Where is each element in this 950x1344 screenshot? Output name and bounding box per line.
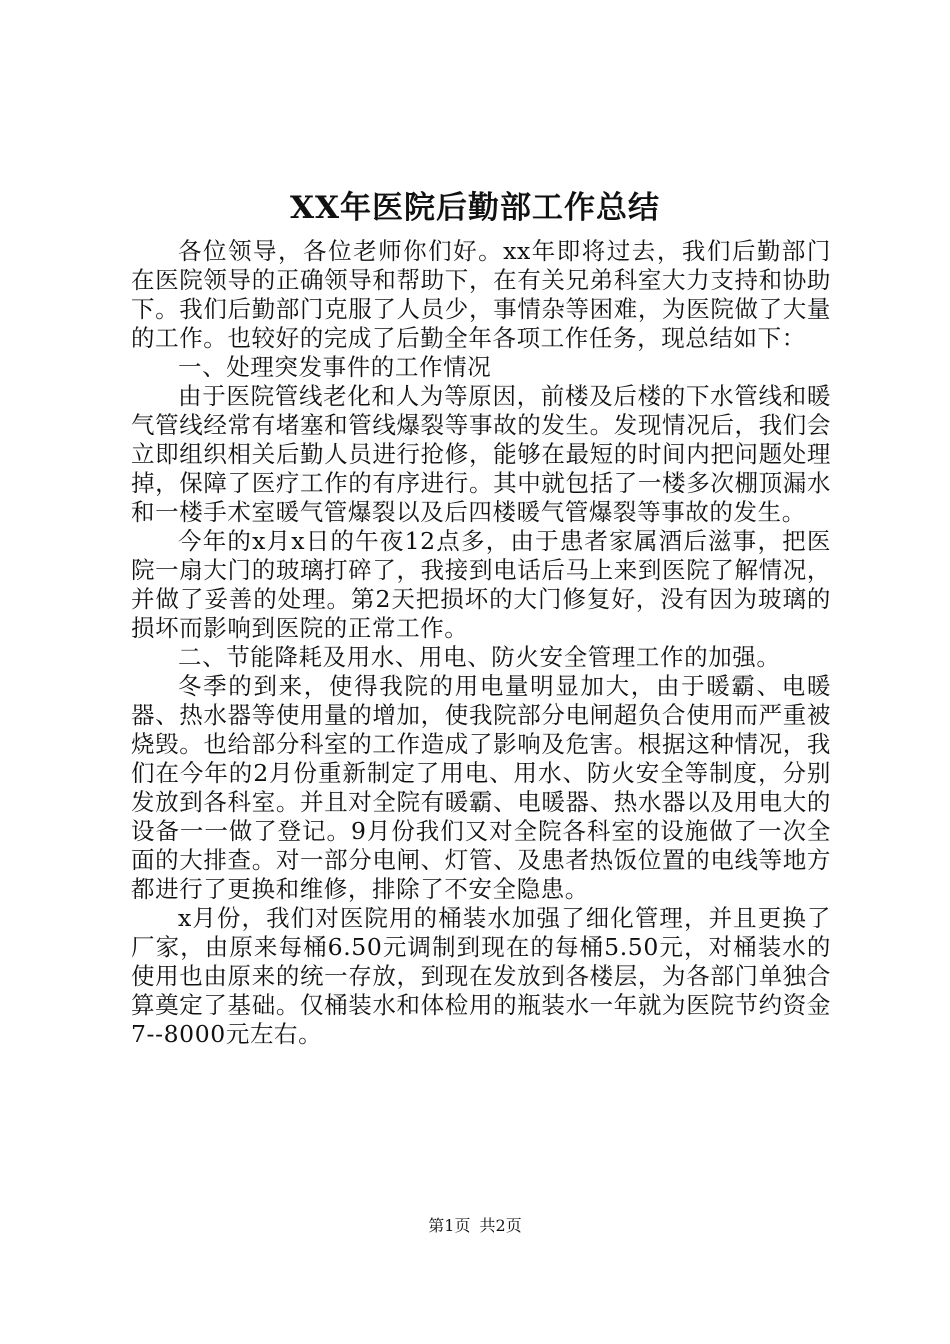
page-number: 第1页 [428,1216,471,1235]
page-footer [0,1215,950,1237]
document-title: XX年医院后勤部工作总结 [289,190,661,226]
paragraph-pipeline-repairs: 由于医院管线老化和人为等原因，前楼及后楼的下水管线和暖气管线经常有堵塞和管线爆裂等事故的发生。发现情况后，我们会立即组织相关后勤人员进行抢修，能够在最短的时间内把问题处理掉，保障了医疗工作的有序进行。其中就包括了一楼多次棚顶漏水和一楼手术室暖气管爆裂以及后四楼暖气管爆裂等事故的发生。 [131,382,831,526]
paragraph-water-management: x月份，我们对医院用的桶装水加强了细化管理，并且更换了厂家，由原来每桶6.50元调制到现在的每桶5.50元，对桶装水的使用也由原来的统一存放，到现在发放到各楼层，为各部门单独合算奠定了基础。仅桶装水和体检用的瓶装水一年就为医院节约资金7--8000元左右。 [131,904,831,1048]
paragraph-electricity-safety: 冬季的到来，使得我院的用电量明显加大，由于暖霸、电暖器、热水器等使用量的增加，使我院部分电闸超负合使用而严重被烧毁。也给部分科室的工作造成了影响及危害。根据这种情况，我们在今年的2月份重新制定了用电、用水、防火安全等制度，分别发放到各科室。并且对全院有暖霸、电暖器、热水器以及用电大的设备一一做了登记。9月份我们又对全院各科室的设施做了一次全面的大排查。对一部分电闸、灯管、及患者热饭位置的电线等地方都进行了更换和维修，排除了不安全隐患。 [131,672,831,903]
paragraph-door-incident: 今年的x月x日的午夜12点多，由于患者家属酒后滋事，把医院一扇大门的玻璃打碎了，我接到电话后马上来到医院了解情况，并做了妥善的处理。第2天把损坏的大门修复好，没有因为玻璃的损坏而影响到医院的正常工作。 [131,527,831,642]
section-heading-2: 二、节能降耗及用水、用电、防火安全管理工作的加强。 [178,643,781,671]
paragraph-intro: 各位领导，各位老师你们好。xx年即将过去，我们后勤部门在医院领导的正确领导和帮助下，在有关兄弟科室大力支持和协助下。我们后勤部门克服了人员少，事情杂等困难，为医院做了大量的工作。也较好的完成了后勤全年各项工作任务，现总结如下： [131,237,831,352]
page-total: 共2页 [479,1216,522,1235]
section-heading-1: 一、处理突发事件的工作情况 [178,353,492,381]
document-body [131,237,831,1049]
